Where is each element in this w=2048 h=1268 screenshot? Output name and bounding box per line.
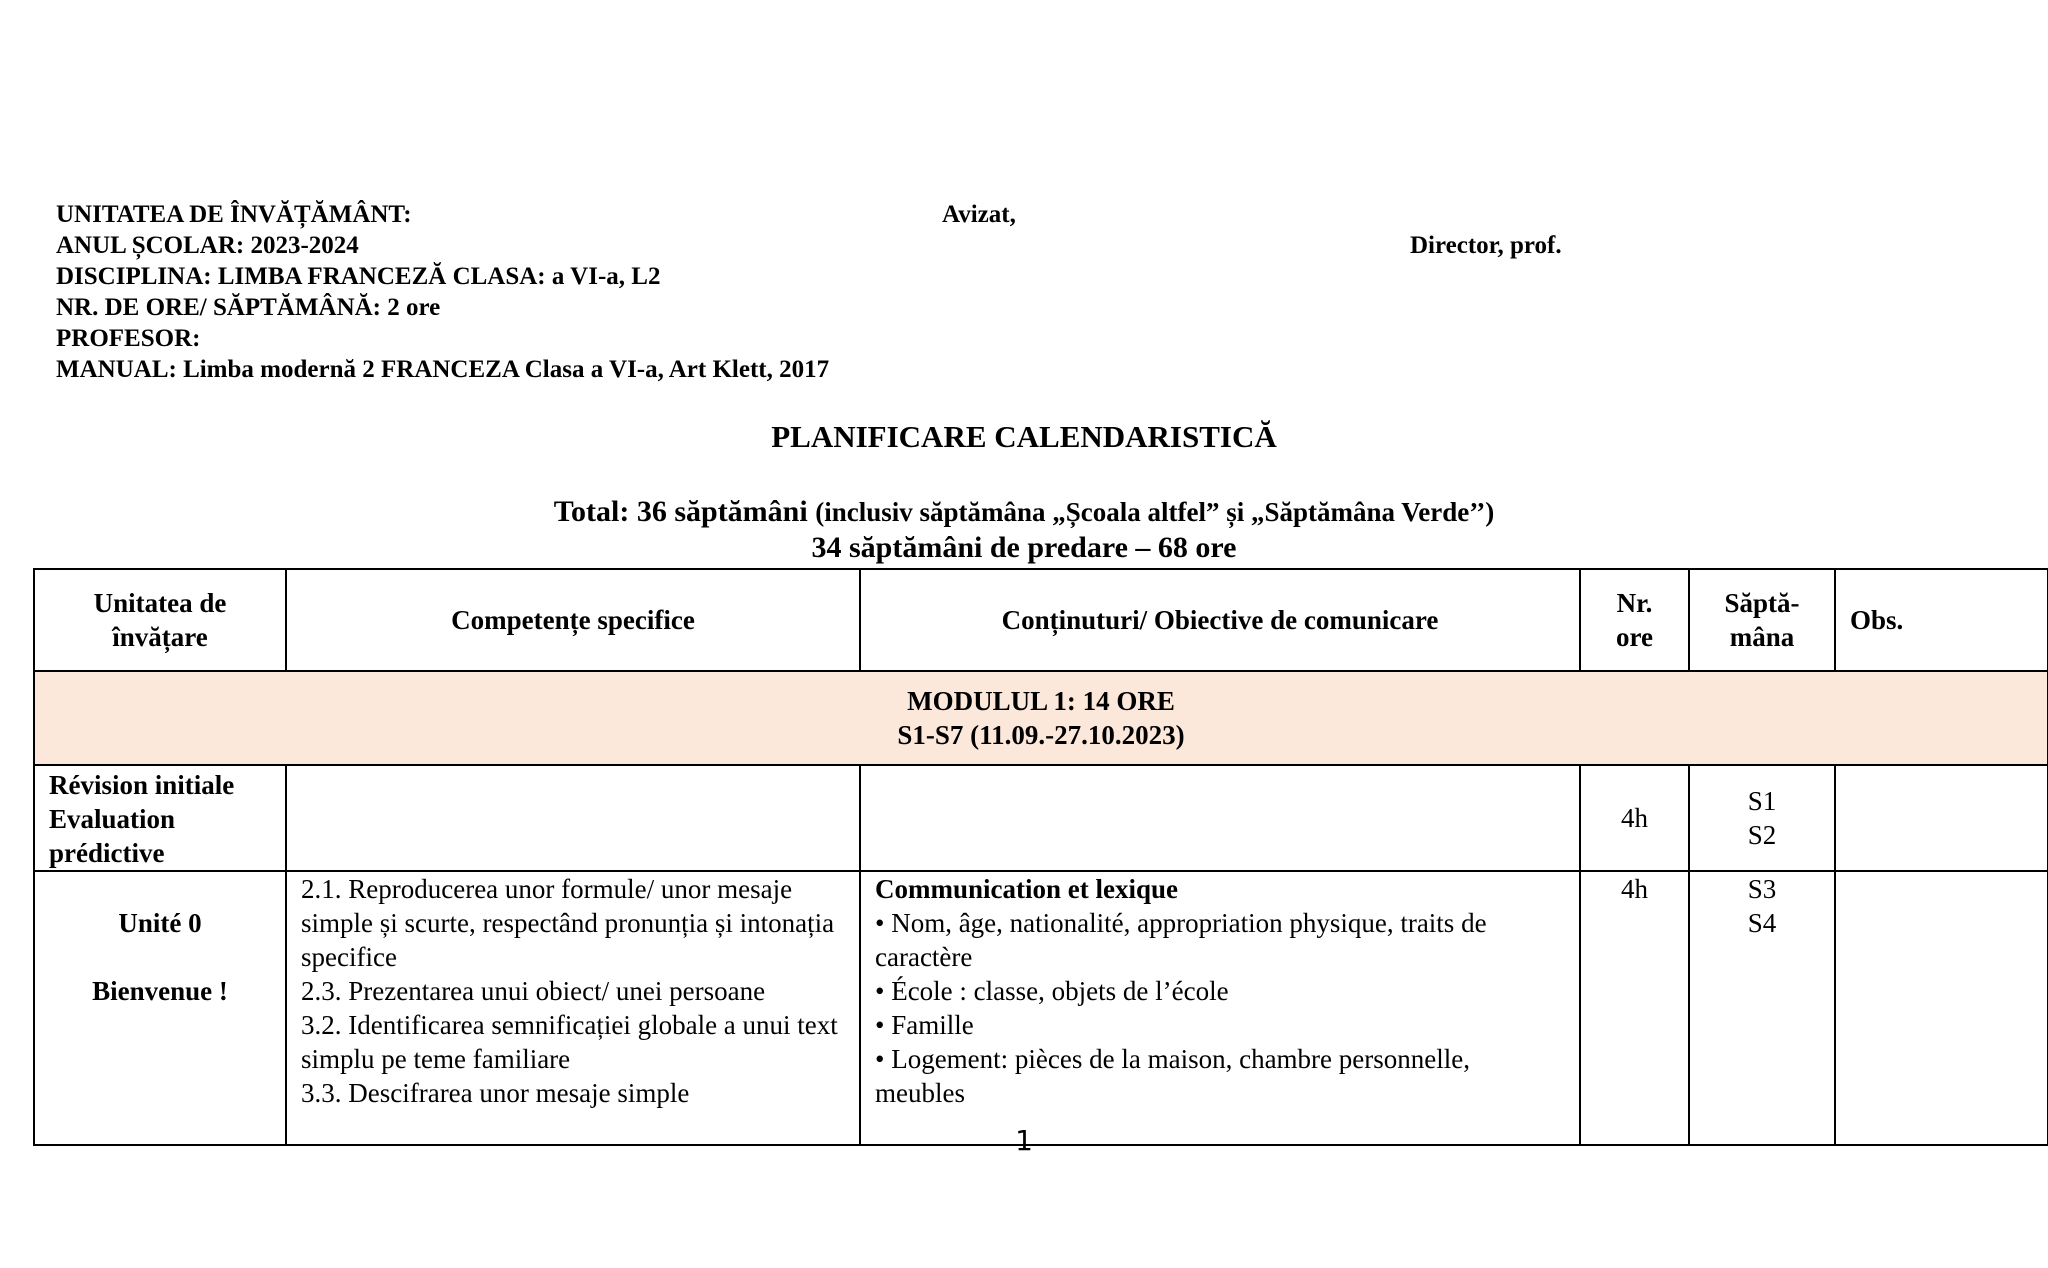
header-competente: Competențe specifice bbox=[286, 569, 860, 671]
module-row bbox=[34, 671, 2048, 765]
table-row bbox=[34, 765, 2048, 871]
total-paren: (inclusiv săptămâna „Școala altfel” și „Săptămâna Verde’’) bbox=[815, 497, 1495, 527]
module-title: MODULUL 1: 14 ORE bbox=[907, 686, 1175, 716]
module-cell bbox=[34, 671, 2048, 765]
header-obs: Obs. bbox=[1835, 569, 2048, 671]
revision-obs-cell bbox=[1835, 765, 2048, 871]
unite0-competente-cell bbox=[286, 871, 860, 1145]
header-saptamana: Săptă- mâna bbox=[1689, 569, 1835, 671]
header-profesor: PROFESOR: bbox=[56, 325, 201, 352]
competence-item: 3.3. Descifrarea unor mesaje simple bbox=[301, 1078, 690, 1108]
avizat-label: Avizat, bbox=[942, 201, 1016, 228]
content-heading: Communication et lexique bbox=[875, 874, 1178, 904]
revision-competente-cell bbox=[286, 765, 860, 871]
table-row bbox=[34, 871, 2048, 1145]
content-item: • Nom, âge, nationalité, appropriation physique, traits de caractère bbox=[875, 908, 1487, 972]
revision-weeks: S1 S2 bbox=[1689, 765, 1835, 871]
header-unitatea: UNITATEA DE ÎNVĂȚĂMÂNT: bbox=[56, 201, 412, 228]
header-an-scolar: ANUL ȘCOLAR: 2023-2024 bbox=[56, 232, 359, 259]
unite0-unit-cell: Unité 0 Bienvenue ! bbox=[34, 871, 286, 1145]
unite0-continuturi-cell bbox=[860, 871, 1580, 1145]
planning-table bbox=[33, 568, 2048, 1146]
module-period: S1-S7 (11.09.-27.10.2023) bbox=[897, 720, 1185, 750]
header-disciplina: DISCIPLINA: LIMBA FRANCEZĂ CLASA: a VI-a, L2 bbox=[56, 263, 661, 290]
revision-unit-cell: Révision initiale Evaluation prédictive bbox=[34, 765, 286, 871]
total-main: Total: 36 săptămâni bbox=[553, 495, 808, 528]
header-continuturi: Conținuturi/ Obiective de comunicare bbox=[860, 569, 1580, 671]
content-item: • Logement: pièces de la maison, chambre personnelle, meubles bbox=[875, 1044, 1470, 1108]
competence-item: 2.3. Prezentarea unui obiect/ unei persoane bbox=[301, 976, 766, 1006]
header-nr-ore: NR. DE ORE/ SĂPTĂMÂNĂ: 2 ore bbox=[56, 294, 441, 321]
content-item: • École : classe, objets de l’école bbox=[875, 976, 1229, 1006]
header-manual: MANUAL: Limba modernă 2 FRANCEZA Clasa a VI-a, Art Klett, 2017 bbox=[56, 356, 830, 383]
header-unitatea-invatare: Unitatea de învățare bbox=[34, 569, 286, 671]
page-title: PLANIFICARE CALENDARISTICĂ bbox=[771, 419, 1277, 454]
unite0-weeks: S3 S4 bbox=[1689, 871, 1835, 1145]
unite0-obs-cell bbox=[1835, 871, 2048, 1145]
revision-hours: 4h bbox=[1580, 765, 1689, 871]
content-item: • Famille bbox=[875, 1010, 974, 1040]
table-header-row bbox=[34, 569, 2048, 671]
total-weeks bbox=[0, 495, 2048, 529]
unite0-hours: 4h bbox=[1580, 871, 1689, 1145]
header-info bbox=[56, 199, 829, 385]
teaching-weeks: 34 săptămâni de predare – 68 ore bbox=[811, 531, 1237, 564]
page-number: 1 bbox=[1015, 1124, 1033, 1157]
revision-continuturi-cell bbox=[860, 765, 1580, 871]
competence-item: 3.2. Identificarea semnificației globale a unui text simplu pe teme familiare bbox=[301, 1010, 838, 1074]
director-label: Director, prof. bbox=[1410, 232, 1562, 259]
header-nr-ore-col: Nr. ore bbox=[1580, 569, 1689, 671]
competence-item: 2.1. Reproducerea unor formule/ unor mesaje simple și scurte, respectând pronunția și intonația specifice bbox=[301, 874, 835, 972]
